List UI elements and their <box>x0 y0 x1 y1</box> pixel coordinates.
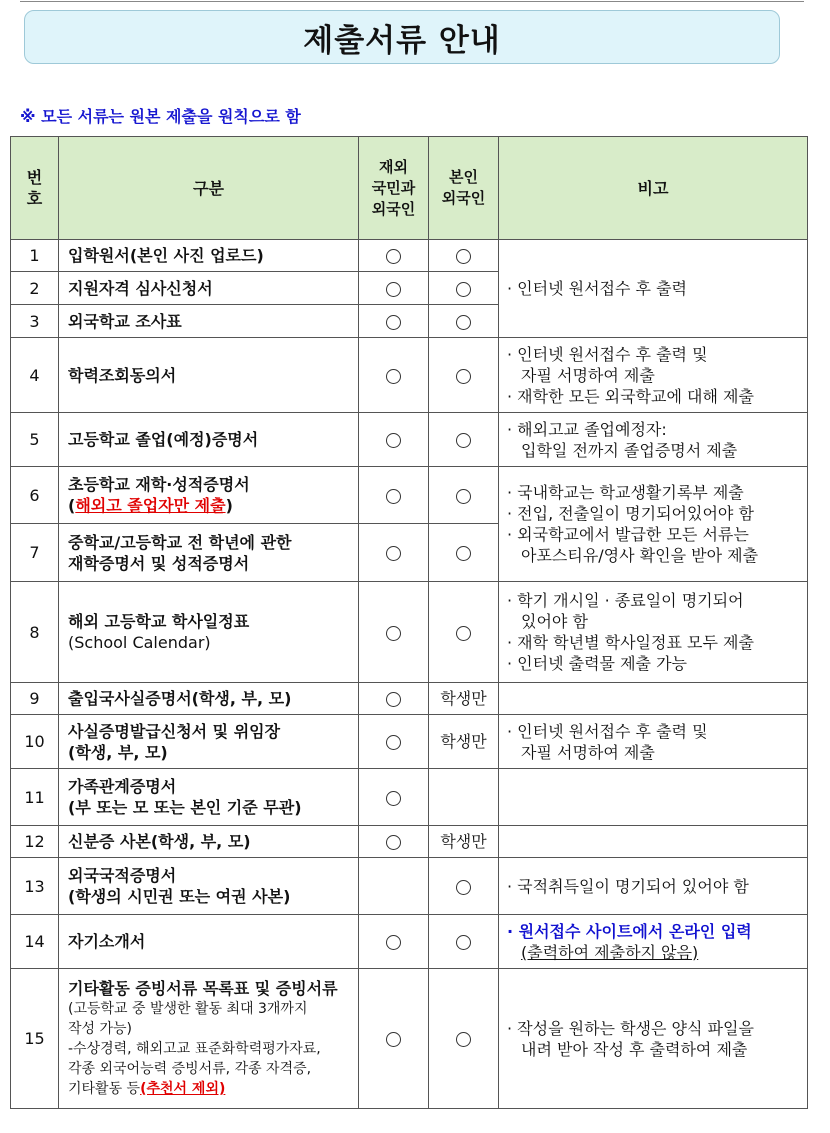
header-remarks: 비고 <box>499 137 808 240</box>
row-item: 자기소개서 <box>59 915 359 969</box>
circle-mark-icon <box>386 735 401 750</box>
row-item: 기타활동 증빙서류 목록표 및 증빙서류 (고등학교 중 발생한 활동 최대 3개까지 작성 가능) -수상경력, 해외고교 표준화학력평가자료, 각종 외국어능력 증빙서류, 각종 자격증, 기타활동 등(추천서 제외) <box>59 969 359 1109</box>
row-item: 외국국적증명서 (학생의 시민권 또는 여권 사본) <box>59 858 359 915</box>
circle-mark-icon <box>456 626 471 641</box>
circle-mark-icon <box>456 546 471 561</box>
circle-mark-icon <box>456 249 471 264</box>
student-only-text: 학생만 <box>429 826 499 858</box>
circle-mark-icon <box>386 626 401 641</box>
circle-mark-icon <box>386 935 401 950</box>
row-number: 11 <box>11 769 59 826</box>
circle-mark-icon <box>456 1032 471 1047</box>
row-number: 6 <box>11 467 59 524</box>
circle-mark-icon <box>386 315 401 330</box>
recommendation-excluded-note: (추천서 제외) <box>140 1081 226 1097</box>
row-remarks: · 인터넷 원서접수 후 출력 <box>499 240 808 338</box>
row-item: 초등학교 재학·성적증명서 (해외고 졸업자만 제출) <box>59 467 359 524</box>
graduates-only-note: 해외고 졸업자만 제출 <box>75 496 226 515</box>
circle-mark-icon <box>456 433 471 448</box>
table-row <box>11 715 808 769</box>
table-row <box>11 826 808 858</box>
circle-mark-icon <box>386 546 401 561</box>
row-remarks <box>499 683 808 715</box>
row-item: 입학원서(본인 사진 업로드) <box>59 240 359 272</box>
row-remarks: · 인터넷 원서접수 후 출력 및 자필 서명하여 제출 <box>499 715 808 769</box>
table-row <box>11 769 808 826</box>
circle-mark-icon <box>456 282 471 297</box>
table-row <box>11 467 808 524</box>
row-remarks: · 작성을 원하는 학생은 양식 파일을 내려 받아 작성 후 출력하여 제출 <box>499 969 808 1109</box>
header-foreigner: 본인 외국인 <box>429 137 499 240</box>
table-row <box>11 858 808 915</box>
row-number: 15 <box>11 969 59 1109</box>
row-item: 사실증명발급신청서 및 위임장 (학생, 부, 모) <box>59 715 359 769</box>
row-item: 해외 고등학교 학사일정표 (School Calendar) <box>59 582 359 683</box>
header-category: 구분 <box>59 137 359 240</box>
row-item: 신분증 사본(학생, 부, 모) <box>59 826 359 858</box>
row-remarks <box>499 769 808 826</box>
circle-mark-icon <box>386 433 401 448</box>
row-remarks: · 국적취득일이 명기되어 있어야 함 <box>499 858 808 915</box>
row-item: 학력조회동의서 <box>59 338 359 413</box>
notice-text: ※ 모든 서류는 원본 제출을 원칙으로 함 <box>20 107 301 126</box>
circle-mark-icon <box>456 880 471 895</box>
circle-mark-icon <box>386 835 401 850</box>
row-remarks: · 인터넷 원서접수 후 출력 및 자필 서명하여 제출 · 재학한 모든 외국학교에 대해 제출 <box>499 338 808 413</box>
row-item: 지원자격 심사신청서 <box>59 272 359 305</box>
row-number: 14 <box>11 915 59 969</box>
row-remarks: · 해외고교 졸업예정자: 입학일 전까지 졸업증명서 제출 <box>499 413 808 467</box>
row-remarks <box>499 826 808 858</box>
student-only-text: 학생만 <box>429 715 499 769</box>
row-number: 7 <box>11 524 59 582</box>
student-only-text: 학생만 <box>429 683 499 715</box>
page-title: 제출서류 안내 <box>303 22 501 59</box>
circle-mark-icon <box>456 489 471 504</box>
top-rule <box>20 1 804 2</box>
row-number: 13 <box>11 858 59 915</box>
header-overseas: 재외 국민과 외국인 <box>359 137 429 240</box>
row-number: 1 <box>11 240 59 272</box>
circle-mark-icon <box>386 369 401 384</box>
title-banner <box>24 10 780 64</box>
circle-mark-icon <box>386 249 401 264</box>
table-row <box>11 915 808 969</box>
row-number: 4 <box>11 338 59 413</box>
row-item: 출입국사실증명서(학생, 부, 모) <box>59 683 359 715</box>
row-remarks: · 원서접수 사이트에서 온라인 입력 (출력하여 제출하지 않음) <box>499 915 808 969</box>
row-number: 8 <box>11 582 59 683</box>
row-item: 외국학교 조사표 <box>59 305 359 338</box>
row-remarks: · 학기 개시일 · 종료일이 명기되어 있어야 함 · 재학 학년별 학사일정표 모두 제출 · 인터넷 출력물 제출 가능 <box>499 582 808 683</box>
table-row <box>11 338 808 413</box>
table-row <box>11 582 808 683</box>
circle-mark-icon <box>456 315 471 330</box>
circle-mark-icon <box>456 369 471 384</box>
row-number: 5 <box>11 413 59 467</box>
row-number: 12 <box>11 826 59 858</box>
circle-mark-icon <box>386 791 401 806</box>
row-item: 고등학교 졸업(예정)증명서 <box>59 413 359 467</box>
header-num: 번 호 <box>11 137 59 240</box>
row-number: 3 <box>11 305 59 338</box>
table-row <box>11 683 808 715</box>
header-row <box>11 137 808 240</box>
table-row <box>11 413 808 467</box>
row-remarks: · 국내학교는 학교생활기록부 제출 · 전입, 전출일이 명기되어있어야 함 · 외국학교에서 발급한 모든 서류는 아포스티유/영사 확인을 받아 제출 <box>499 467 808 582</box>
circle-mark-icon <box>456 935 471 950</box>
table-row <box>11 240 808 272</box>
circle-mark-icon <box>386 692 401 707</box>
documents-table <box>10 136 808 1109</box>
row-number: 10 <box>11 715 59 769</box>
table-row <box>11 969 808 1109</box>
row-item: 가족관계증명서 (부 또는 모 또는 본인 기준 무관) <box>59 769 359 826</box>
row-item: 중학교/고등학교 전 학년에 관한 재학증명서 및 성적증명서 <box>59 524 359 582</box>
row-number: 2 <box>11 272 59 305</box>
row-number: 9 <box>11 683 59 715</box>
circle-mark-icon <box>386 489 401 504</box>
circle-mark-icon <box>386 282 401 297</box>
circle-mark-icon <box>386 1032 401 1047</box>
